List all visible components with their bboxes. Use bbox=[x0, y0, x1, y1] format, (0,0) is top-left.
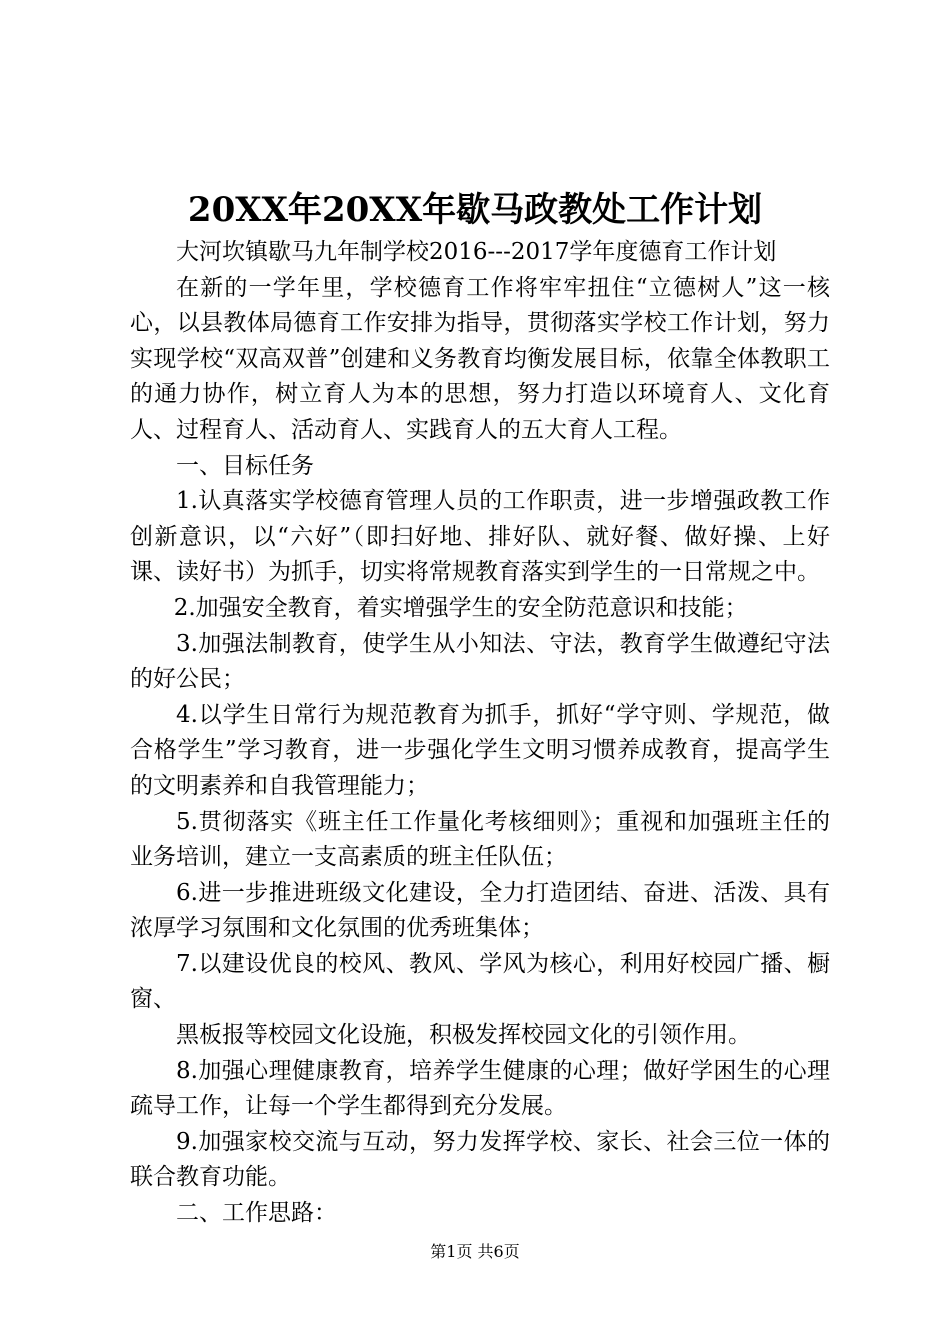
goal-item-5: 5.贯彻落实《班主任工作量化考核细则》；重视和加强班主任的业务培训，建立一支高素质的班主任队伍； bbox=[130, 808, 830, 871]
goal-item-3: 3.加强法制教育，使学生从小知法、守法，教育学生做遵纪守法的好公民； bbox=[130, 630, 830, 693]
subtitle-paragraph: 大河坎镇歇马九年制学校2016---2017学年度德育工作计划 bbox=[176, 239, 777, 265]
goal-item-6: 6.进一步推进班级文化建设，全力打造团结、奋进、活泼、具有浓厚学习氛围和文化氛围的优秀班集体； bbox=[130, 879, 830, 942]
document-title: 20XX年20XX年歇马政教处工作计划 bbox=[187, 190, 763, 230]
goal-item-7-continued: 黑板报等校园文化设施，积极发挥校园文化的引领作用。 bbox=[176, 1022, 751, 1049]
goal-item-4: 4.以学生日常行为规范教育为抓手，抓好“学守则、学规范，做合格学生”学习教育，进一步强化学生文明习惯养成教育，提高学生的文明素养和自我管理能力； bbox=[130, 701, 830, 799]
goal-item-7: 7.以建设优良的校风、教风、学风为核心，利用好校园广播、橱窗、 bbox=[130, 950, 830, 1013]
page-number-footer: 第1页 共6页 bbox=[430, 1242, 520, 1261]
goal-item-9: 9.加强家校交流与互动，努力发挥学校、家长、社会三位一体的联合教育功能。 bbox=[130, 1128, 830, 1191]
goal-item-8: 8.加强心理健康教育，培养学生健康的心理；做好学困生的心理疏导工作，让每一个学生都得到充分发展。 bbox=[130, 1057, 830, 1120]
section-heading-approach: 二、工作思路： bbox=[176, 1200, 337, 1227]
document-body bbox=[130, 235, 830, 1232]
goal-item-1: 1.认真落实学校德育管理人员的工作职责，进一步增强政教工作创新意识，以“六好”（即扫好地、排好队、就好餐、做好操、上好课、读好书）为抓手，切实将常规教育落实到学生的一日常规之中。 bbox=[130, 488, 830, 586]
section-heading-goals: 一、目标任务 bbox=[176, 452, 314, 479]
goal-item-2: 2.加强安全教育，着实增强学生的安全防范意识和技能； bbox=[173, 594, 748, 621]
intro-paragraph: 在新的一学年里，学校德育工作将牢牢扭住“立德树人”这一核心，以县教体局德育工作安排为指导，贯彻落实学校工作计划，努力实现学校“双高双普”创建和义务教育均衡发展目标，依靠全体教职工的通力协作，树立育人为本的思想，努力打造以环境育人、文化育人、过程育人、活动育人、实践育人的五大育人工程。 bbox=[130, 274, 830, 443]
